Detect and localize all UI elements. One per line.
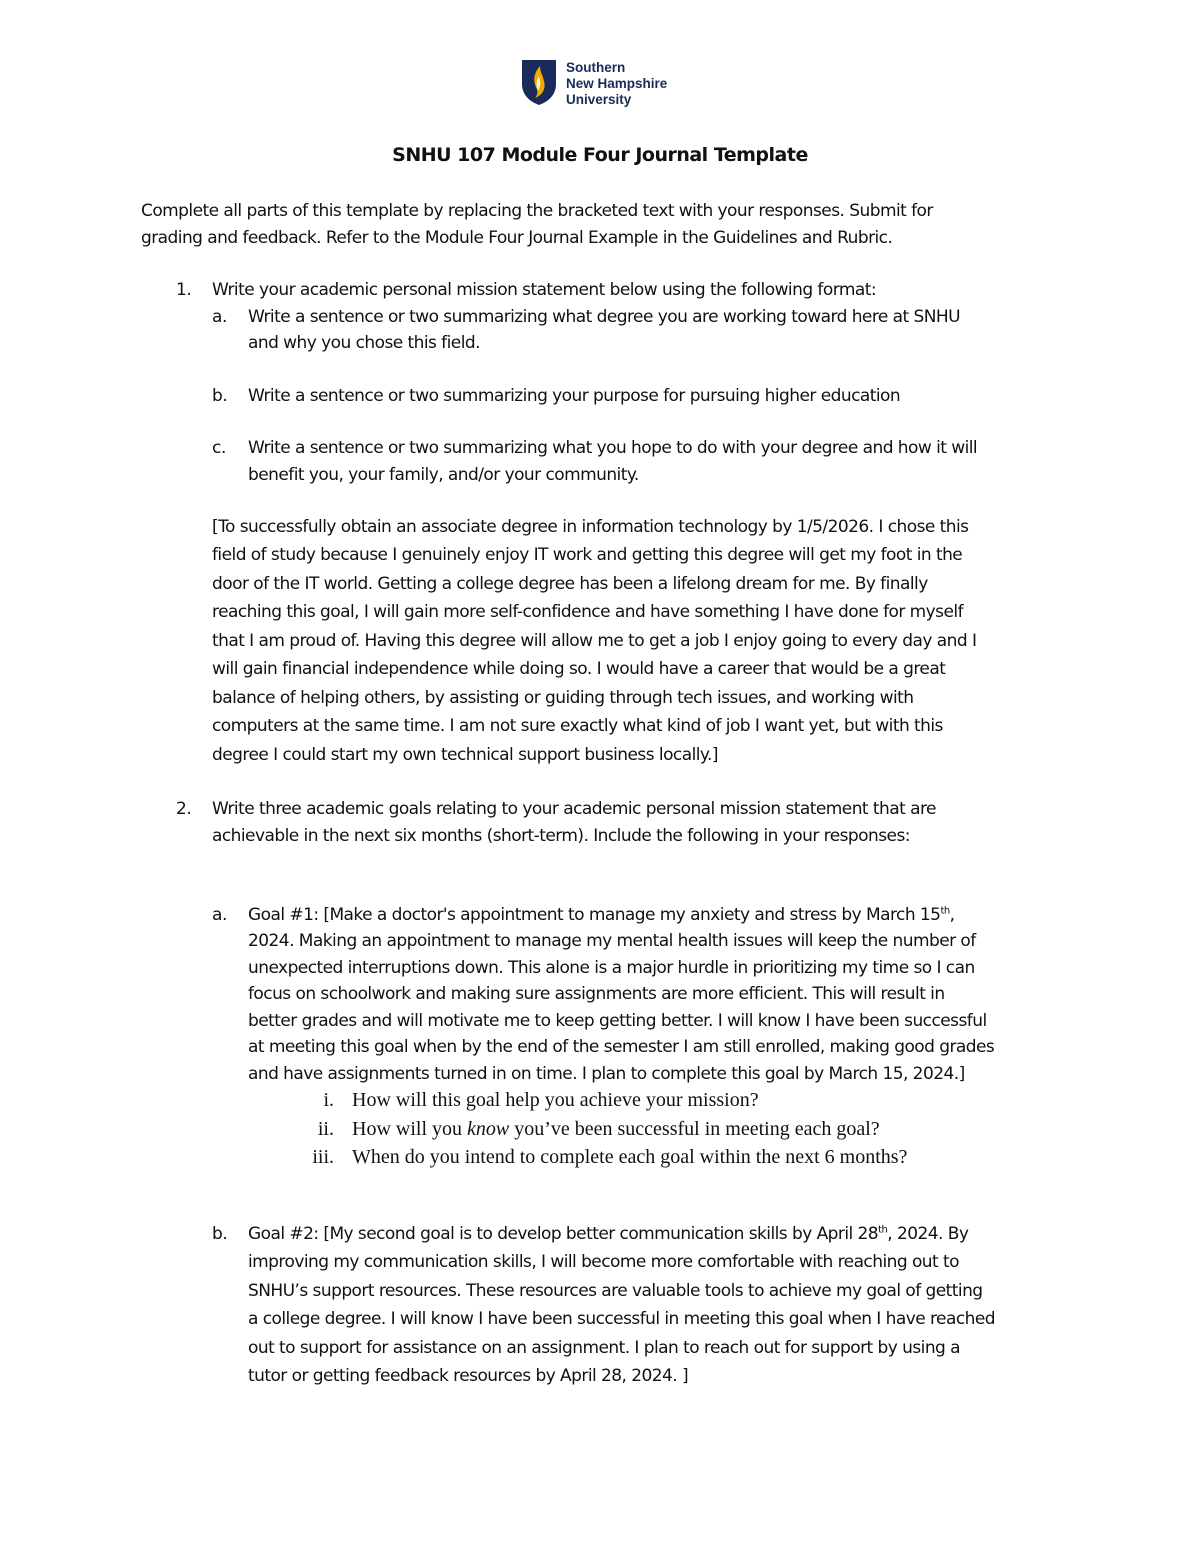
question-iii-text: When do you intend to complete each goal within the next 6 months? — [352, 1146, 908, 1168]
list-marker-1a: a. — [212, 307, 228, 327]
mission-response-line: balance of helping others, by assisting or guiding through tech issues, and working with — [212, 688, 914, 708]
question-iii — [352, 1145, 907, 1169]
intro-line: Complete all parts of this template by replacing the bracketed text with your responses. Submit for — [141, 201, 933, 221]
question-ii-emphasis: know — [467, 1118, 510, 1140]
question-i-text: How will this goal help you achieve your mission? — [352, 1089, 759, 1111]
question-ii-text-end: you’ve been successful in meeting each goal? — [509, 1118, 880, 1140]
goal2-sup: th — [878, 1224, 888, 1236]
goal2-text-end: , 2024. By — [887, 1224, 969, 1244]
mission-response-line: door of the IT world. Getting a college degree has been a lifelong dream for me. By finally — [212, 574, 928, 594]
mission-response-line: field of study because I genuinely enjoy IT work and getting this degree will get my foot in the — [212, 545, 963, 565]
goal1-sup: th — [940, 905, 950, 917]
goal1-line: at meeting this goal when by the end of the semester I am still enrolled, making good grades — [248, 1037, 995, 1057]
question-marker-i: i. — [323, 1089, 334, 1111]
goal1-text-end: , — [949, 905, 955, 925]
snhu-logo — [520, 58, 700, 108]
item2-line: Write three academic goals relating to your academic personal mission statement that are — [212, 799, 936, 819]
goal2-line: out to support for assistance on an assignment. I plan to reach out for support by using a — [248, 1338, 961, 1358]
item1c-line: Write a sentence or two summarizing what you hope to do with your degree and how it will — [248, 438, 978, 458]
mission-response-line: [To successfully obtain an associate degree in information technology by 1/5/2026. I chose this — [212, 517, 969, 537]
snhu-shield-icon — [520, 58, 558, 106]
item2-line: achievable in the next six months (short-term). Include the following in your responses: — [212, 826, 910, 846]
logo-line-3: University — [566, 92, 632, 107]
goal1-line: 2024. Making an appointment to manage my mental health issues will keep the number of — [248, 931, 976, 951]
logo-line-1: Southern — [566, 60, 626, 75]
item1a-line: and why you chose this field. — [248, 333, 480, 353]
goal1-line: focus on schoolwork and making sure assignments are more efficient. This will result in — [248, 984, 945, 1004]
list-marker-1c: c. — [212, 438, 226, 458]
question-i — [352, 1088, 759, 1112]
logo-wordmark — [566, 60, 667, 108]
mission-response-line: will gain financial independence while doing so. I would have a career that would be a great — [212, 659, 946, 679]
list-marker-1b: b. — [212, 386, 228, 406]
mission-response-line: reaching this goal, I will gain more self-confidence and have something I have done for myself — [212, 602, 964, 622]
goal2-line: SNHU’s support resources. These resources are valuable tools to achieve my goal of getting — [248, 1281, 983, 1301]
goal1-line: unexpected interruptions down. This alone is a major hurdle in prioritizing my time so I can — [248, 958, 975, 978]
list-marker-1: 1. — [176, 280, 192, 300]
item1b-line: Write a sentence or two summarizing your purpose for pursuing higher education — [248, 386, 901, 406]
goal2-line: tutor or getting feedback resources by April 28, 2024. ] — [248, 1366, 689, 1386]
goal1-line: and have assignments turned in on time. I plan to complete this goal by March 15, 2024.] — [248, 1064, 965, 1084]
question-marker-ii: ii. — [317, 1118, 334, 1140]
goal2-first-line — [248, 1223, 968, 1245]
goal2-text: Goal #2: [My second goal is to develop better communication skills by April 28 — [248, 1224, 879, 1244]
goal1-first-line — [248, 904, 954, 926]
item1c-line: benefit you, your family, and/or your community. — [248, 465, 639, 485]
question-marker-iii: iii. — [312, 1146, 334, 1168]
list-marker-2: 2. — [176, 799, 192, 819]
goal1-text: Goal #1: [Make a doctor's appointment to manage my anxiety and stress by March 15 — [248, 905, 941, 925]
item1a-line: Write a sentence or two summarizing what degree you are working toward here at SNHU — [248, 307, 961, 327]
goal2-line: a college degree. I will know I have been successful in meeting this goal when I have reached — [248, 1309, 995, 1329]
question-ii — [352, 1117, 880, 1141]
mission-response-line: computers at the same time. I am not sure exactly what kind of job I want yet, but with this — [212, 716, 943, 736]
mission-response-line: degree I could start my own technical support business locally.] — [212, 745, 718, 765]
goal1-line: better grades and will motivate me to keep getting better. I will know I have been successful — [248, 1011, 987, 1031]
page-title: SNHU 107 Module Four Journal Template — [392, 144, 808, 166]
logo-line-2: New Hampshire — [566, 76, 668, 91]
list-marker-2a: a. — [212, 905, 228, 925]
question-ii-text: How will you — [352, 1118, 467, 1140]
mission-response-line: that I am proud of. Having this degree will allow me to get a job I enjoy going to every day and I — [212, 631, 977, 651]
list-marker-2b: b. — [212, 1224, 228, 1244]
goal2-line: improving my communication skills, I will become more comfortable with reaching out to — [248, 1252, 959, 1272]
item1-text: Write your academic personal mission statement below using the following format: — [212, 280, 877, 300]
intro-line: grading and feedback. Refer to the Module Four Journal Example in the Guidelines and Rubric. — [141, 228, 893, 248]
